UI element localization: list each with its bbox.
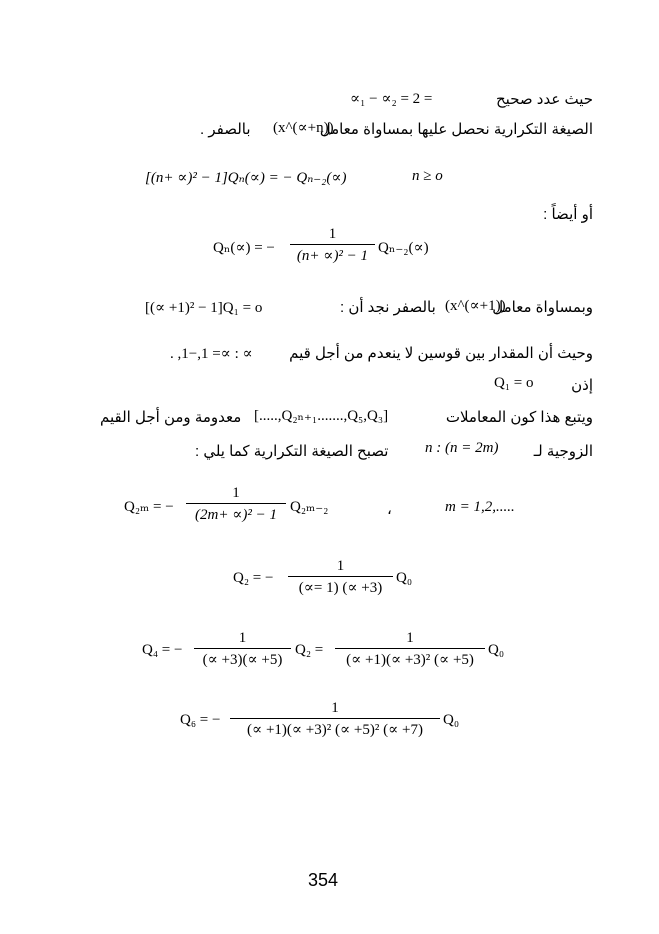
equation6-fraction-b [335, 630, 485, 669]
fraction-numerator: 1 [406, 630, 414, 646]
fraction-numerator: 1 [232, 485, 240, 501]
fraction-numerator: 1 [331, 700, 339, 716]
equation6-rhs: Q₀ [488, 642, 505, 658]
line1-text: حيث عدد صحيح [496, 91, 593, 108]
line7-text-end: معدومة ومن أجل القيم [100, 409, 242, 426]
fraction-numerator: 1 [238, 630, 247, 646]
equation7-rhs: Q₀ [443, 712, 460, 728]
equation2-lhs: Qₙ(∝) = − [213, 240, 275, 256]
line4-text-end: بالصفر نجد أن : [340, 299, 436, 316]
equation6-middle: Q₂ = [295, 642, 324, 658]
line7-text: ويتبع هذا كون المعاملات [445, 409, 593, 426]
fraction-denominator: (n+ ∝)² − 1 [296, 248, 369, 264]
line8-term: n : (n = 2m) [425, 440, 499, 456]
equation4-rhs: Q₂ₘ₋₂ [290, 499, 329, 515]
fraction-denominator: (2m+ ∝)² − 1 [195, 507, 277, 523]
fraction-bar [230, 718, 440, 719]
fraction-bar [288, 576, 393, 577]
equation-recurrence: [(n+ ∝)² − 1]Qₙ(∝) = − Qₙ₋₂(∝) [145, 170, 347, 186]
fraction-denominator: (∝ +3)(∝ +5) [202, 652, 283, 668]
fraction-denominator: (∝= 1) (∝ +3) [298, 580, 383, 596]
line1-equation: ∝₁ − ∝₂ = 2 = [350, 91, 433, 107]
fraction-denominator: (∝ +1)(∝ +3)² (∝ +5) [346, 652, 474, 668]
page-number: 354 [308, 870, 339, 890]
line8-text: الزوجية لـ [533, 443, 593, 460]
equation-condition: n ≥ o [412, 168, 443, 184]
line3-text: أو أيضاً : [543, 206, 593, 223]
fraction-numerator: 1 [328, 226, 337, 242]
fraction-numerator: 1 [336, 558, 345, 574]
equation4-fraction [186, 485, 286, 524]
equation7-fraction [230, 700, 440, 739]
line6-text: إذن [571, 377, 593, 394]
fraction-bar [186, 503, 286, 504]
line6-equation: Q₁ = o [494, 375, 534, 391]
equation2-fraction [290, 226, 375, 265]
line5-equation: ∝ : ∝= 1,−1, . [170, 346, 253, 362]
fraction-bar [335, 648, 485, 649]
line4-text: وبمساواة معامل [492, 299, 593, 316]
equation6-lhs: Q₄ = − [142, 642, 183, 658]
equation4-condition: m = 1,2,..... [445, 499, 515, 515]
line7-coefficients: [.....,Q₂ₙ₊₁.......,Q₅,Q₃] [254, 408, 389, 424]
equation3: [(∝ +1)² − 1]Q₁ = o [145, 300, 263, 316]
fraction-bar [290, 244, 375, 245]
line5-text: وحيث أن المقدار بين قوسين لا ينعدم من أجل قيم [289, 345, 593, 362]
line2-text: الصيغة التكرارية نحصل عليها بمساواة معامل [319, 121, 593, 138]
equation6-fraction-a [194, 630, 291, 669]
equation4-separator: ، [387, 501, 392, 518]
equation4-lhs: Q₂ₘ = − [124, 499, 174, 515]
equation5-lhs: Q₂ = − [233, 570, 274, 586]
fraction-denominator: (∝ +1)(∝ +3)² (∝ +5)² (∝ +7) [247, 722, 423, 738]
equation7-lhs: Q₆ = − [180, 712, 221, 728]
equation5-fraction [288, 558, 393, 597]
equation2-rhs: Qₙ₋₂(∝) [378, 240, 429, 256]
fraction-bar [194, 648, 291, 649]
line8-text-end: تصبح الصيغة التكرارية كما يلي : [195, 443, 389, 460]
line2-text-end: بالصفر . [200, 121, 251, 138]
line2-term: (x^(∝+n)) [273, 120, 334, 136]
line4-term: (x^(∝+1)) [445, 298, 506, 314]
equation5-rhs: Q₀ [396, 570, 413, 586]
